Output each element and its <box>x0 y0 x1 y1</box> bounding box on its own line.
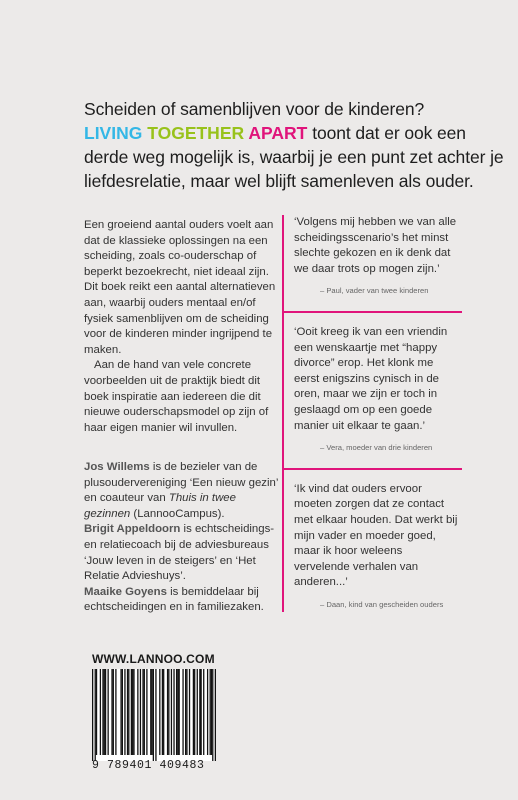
barcode-bar <box>124 669 125 755</box>
barcode-bar <box>168 669 169 755</box>
quote-vera <box>294 325 460 456</box>
barcode-bar <box>176 669 177 755</box>
barcode-bar <box>142 669 143 755</box>
barcode-bar <box>113 669 114 755</box>
barcode-bar <box>155 669 156 761</box>
quote-attribution: – Paul, vader van twee kinderen <box>320 286 429 296</box>
barcode-bar <box>92 669 93 761</box>
barcode-bar <box>96 669 97 755</box>
quote-daan <box>294 482 460 613</box>
barcode-bar <box>127 669 128 755</box>
barcode-bar <box>197 669 198 755</box>
author-name-jos: Jos Willems <box>84 461 150 473</box>
barcode-bar <box>212 669 213 761</box>
barcode-bar <box>186 669 187 755</box>
barcode-bar <box>163 669 164 755</box>
blurb-paragraph-2: Aan de hand van vele concrete voorbeelden uit de praktijk biedt dit boek inspiratie aan iedereen die dit nieuwe ouderschapsmodel op zijn of haar eigen manier wil invullen. <box>84 359 269 434</box>
barcode-bar <box>122 669 123 755</box>
barcode-bar <box>133 669 134 755</box>
barcode-bar <box>120 669 121 755</box>
brand-word-living: LIVING <box>84 123 143 143</box>
barcode-bar <box>210 669 211 755</box>
barcode-bar <box>131 669 132 755</box>
isbn-barcode <box>92 669 216 761</box>
barcode-bar <box>182 669 183 755</box>
barcode-bar <box>150 669 151 755</box>
barcode-bar <box>115 669 116 755</box>
blurb-paragraph-1: Een groeiend aantal ouders voelt aan dat de klassieke oplossingen na een scheiding, zoals co-ouderschap of beperkt bezoekrecht, niet ideaal zijn. Dit boek reikt een aantal alternatieven aan, waarbij ouders mentaal en/of fysiek samenblijven om de scheiding voor de kinderen minder ingrijpend te maken. <box>84 219 276 356</box>
author-bio-jos-2: (LannooCampus). <box>130 507 225 520</box>
publisher-url: WWW.LANNOO.COM <box>92 652 215 666</box>
barcode-bar <box>159 669 160 755</box>
barcode-bar <box>153 669 154 761</box>
barcode-bar <box>173 669 174 755</box>
barcode-bar <box>95 669 96 761</box>
book-title-thuis: Thuis in twee gezinnen <box>84 492 236 520</box>
barcode-bar <box>185 669 186 755</box>
intro-question: Scheiden of samenblijven voor de kinderen? <box>84 99 425 119</box>
author-name-maaike: Maaike Goyens <box>84 585 167 598</box>
barcode-bar <box>177 669 178 755</box>
quote-attribution: – Vera, moeder van drie kinderen <box>320 443 433 453</box>
barcode-bar <box>167 669 168 755</box>
barcode-bar <box>179 669 180 755</box>
barcode-bar <box>132 669 133 755</box>
author-bios <box>84 460 284 616</box>
barcode-bar <box>201 669 202 755</box>
barcode-bar <box>162 669 163 755</box>
author-bio-maaike: is bemiddelaar bij echtscheidingen en in familiezaken. <box>84 585 264 614</box>
barcode-bar <box>111 669 112 755</box>
quote-attribution: – Daan, kind van gescheiden ouders <box>320 599 444 609</box>
barcode-bar <box>140 669 141 755</box>
quote-text: ‘Ik vind dat ouders ervoor moeten zorgen dat ze contact met elkaar houden. Dat werkt bij mijn vader en moeder goed, maar ik hoor weleens vervelende verhalen van anderen...’ <box>294 482 458 589</box>
barcode-bar <box>193 669 194 755</box>
author-name-brigit: Brigit Appeldoorn <box>84 523 181 536</box>
barcode-bar <box>203 669 204 755</box>
author-bio-jos-1: is de bezieler van de plusoudervereniging ‘Een nieuw gezin’ en coauteur van <box>84 461 278 505</box>
barcode-block <box>92 652 216 772</box>
author-bio-brigit: is echtscheidings- en relatiecoach bij de adviesbureaus ‘Jouw leven in de steigers’ en ‘Het Relatie Advieshuys’. <box>84 523 275 583</box>
intro-statement: toont dat er ook een derde weg mogelijk is, waarbij je een punt zet achter je liefdesrelatie, maar wel blijft samenleven als ouder. <box>84 123 504 191</box>
barcode-bar <box>108 669 109 755</box>
quote-divider <box>282 311 462 313</box>
brand-word-apart: APART <box>248 123 308 143</box>
quote-paul <box>294 215 460 299</box>
blurb <box>84 218 284 436</box>
barcode-bar <box>100 669 101 755</box>
barcode-bar <box>102 669 103 755</box>
isbn-number: 9 789401 409483 <box>92 759 205 772</box>
barcode-bar <box>215 669 216 761</box>
barcode-bar <box>199 669 200 755</box>
barcode-bar <box>146 669 147 755</box>
barcode-bar <box>194 669 195 755</box>
barcode-bar <box>207 669 208 755</box>
brand-word-together: TOGETHER <box>147 123 245 143</box>
barcode-bar <box>105 669 106 755</box>
barcode-bar <box>128 669 129 755</box>
barcode-bar <box>104 669 105 755</box>
brand-title <box>84 123 312 143</box>
testimonial-quotes <box>282 215 460 612</box>
barcode-bar <box>171 669 172 755</box>
barcode-bar <box>151 669 152 755</box>
barcode-bar <box>144 669 145 755</box>
barcode-bar <box>189 669 190 755</box>
barcode-bar <box>211 669 212 755</box>
intro-text <box>84 97 504 193</box>
quote-divider <box>282 468 462 470</box>
quote-text: ‘Ooit kreeg ik van een vriendin een wenskaartje met “happy divorce” erop. Het klonk me eerst enigszins cynisch in de oren, maar we zijn er toch in geslaagd om op een goede manier uit elkaar te gaan.’ <box>294 325 448 432</box>
barcode-bar <box>137 669 138 755</box>
quote-text: ‘Volgens mij hebben we van alle scheidingsscenario’s het minst slechte gekozen en ik denk dat we daar trots op mogen zijn.’ <box>294 216 457 275</box>
